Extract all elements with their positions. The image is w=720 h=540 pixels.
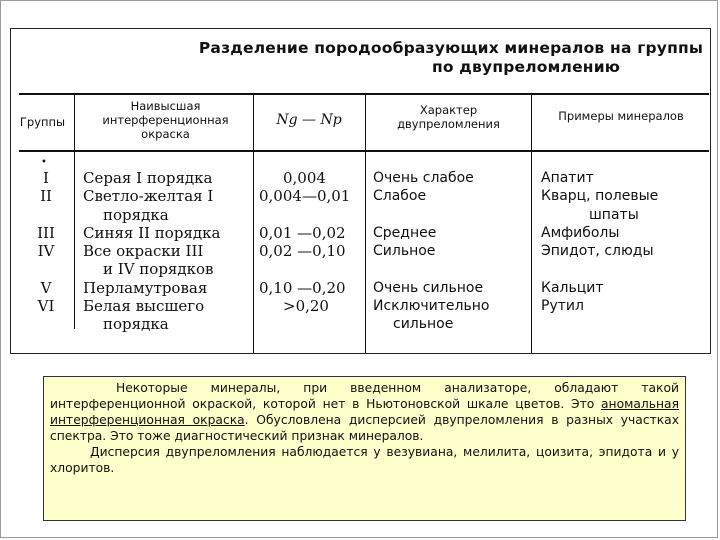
column-divider — [74, 93, 75, 329]
table-title — [191, 39, 711, 77]
character-cell — [373, 260, 489, 278]
anomalous-color-term: аномальная интерференционная окраска — [50, 397, 679, 427]
examples-column — [541, 169, 658, 315]
characters-column — [373, 169, 489, 334]
value-cell: 0,10 —0,20 — [259, 278, 346, 297]
header-color: Наивысшая интерференционная окраска — [102, 99, 229, 141]
character-cell: Слабое — [373, 188, 427, 205]
group-cell: VI — [37, 297, 55, 316]
header-character: Характер двупреломления — [397, 103, 500, 131]
example-cell — [541, 260, 658, 278]
color-cell: Все окраски III — [83, 242, 204, 261]
example-cell: Амфиболы — [541, 224, 620, 241]
header-top-rule — [19, 93, 709, 95]
table-title-line2: по двупреломлению — [431, 58, 621, 76]
color-cell: Синяя II порядка — [83, 223, 221, 242]
explanation-box — [43, 376, 686, 521]
character-cell: Очень слабое — [373, 170, 474, 186]
example-cell: шпаты — [589, 206, 639, 223]
color-cell: Белая высшего — [83, 297, 205, 316]
example-cell: Апатит — [541, 170, 594, 186]
character-cell: Среднее — [373, 224, 437, 241]
color-cell: Перламутровая — [83, 278, 208, 297]
value-cell: 0,004—0,01 — [259, 187, 351, 206]
example-cell: Рутил — [541, 298, 584, 315]
paragraph-dispersion: Дисперсия двупреломления наблюдается у везувиана, мелилита, цоизита, эпидота и у хлоритов. — [50, 445, 679, 475]
scanned-table — [10, 28, 711, 354]
value-cell: 0,01 —0,02 — [259, 223, 346, 242]
groups-column — [27, 169, 65, 315]
paragraph-text: . Обусловлена дисперсией двупреломления в разных участках спектра. Это тоже диагностический признак минералов. — [50, 413, 679, 443]
value-cell — [259, 260, 350, 278]
group-cell: II — [40, 187, 52, 206]
character-cell: Очень сильное — [373, 279, 484, 296]
example-cell: Эпидот, слюды — [541, 243, 654, 260]
table-title-line1: Разделение породообразующих минералов на группы — [198, 39, 704, 57]
value-cell — [259, 206, 350, 224]
group-cell: IV — [37, 242, 55, 261]
group-cell: V — [40, 278, 52, 297]
character-cell: сильное — [393, 316, 454, 333]
color-cell: порядка — [103, 315, 169, 334]
scan-speck: • — [41, 157, 47, 168]
header-groups: Группы — [19, 115, 66, 129]
column-divider — [531, 93, 532, 353]
color-cell: Светло-желтая I — [83, 187, 214, 206]
colors-column — [83, 169, 220, 334]
color-cell: Серая I порядка — [83, 169, 213, 187]
example-cell: Кальцит — [541, 279, 604, 296]
group-cell — [27, 260, 65, 278]
example-cell: Кварц, полевые — [541, 188, 659, 205]
header-examples: Примеры минералов — [558, 109, 684, 123]
column-divider — [365, 93, 366, 353]
color-cell: порядка — [103, 205, 169, 224]
character-cell: Сильное — [373, 243, 436, 260]
value-cell: 0,02 —0,10 — [259, 242, 346, 261]
value-cell: >0,20 — [283, 297, 329, 316]
header-bottom-rule — [19, 150, 709, 152]
group-cell — [27, 206, 65, 224]
character-cell — [373, 206, 489, 224]
group-cell: III — [37, 223, 55, 242]
column-divider — [253, 93, 254, 353]
group-cell: I — [43, 169, 49, 187]
paragraph-text: Некоторые минералы, при введенном анализаторе, обладают такой интерференционной окраской, которой нет в Ньютоновской шкале цветов. Это — [50, 381, 679, 411]
value-cell: 0,004 — [283, 169, 326, 187]
character-cell: Исключительно — [373, 298, 490, 315]
header-ngnp: Ng — Np — [276, 112, 342, 128]
paragraph-anomalous — [50, 380, 679, 444]
color-cell: и IV порядков — [103, 260, 214, 279]
values-column — [259, 169, 350, 315]
